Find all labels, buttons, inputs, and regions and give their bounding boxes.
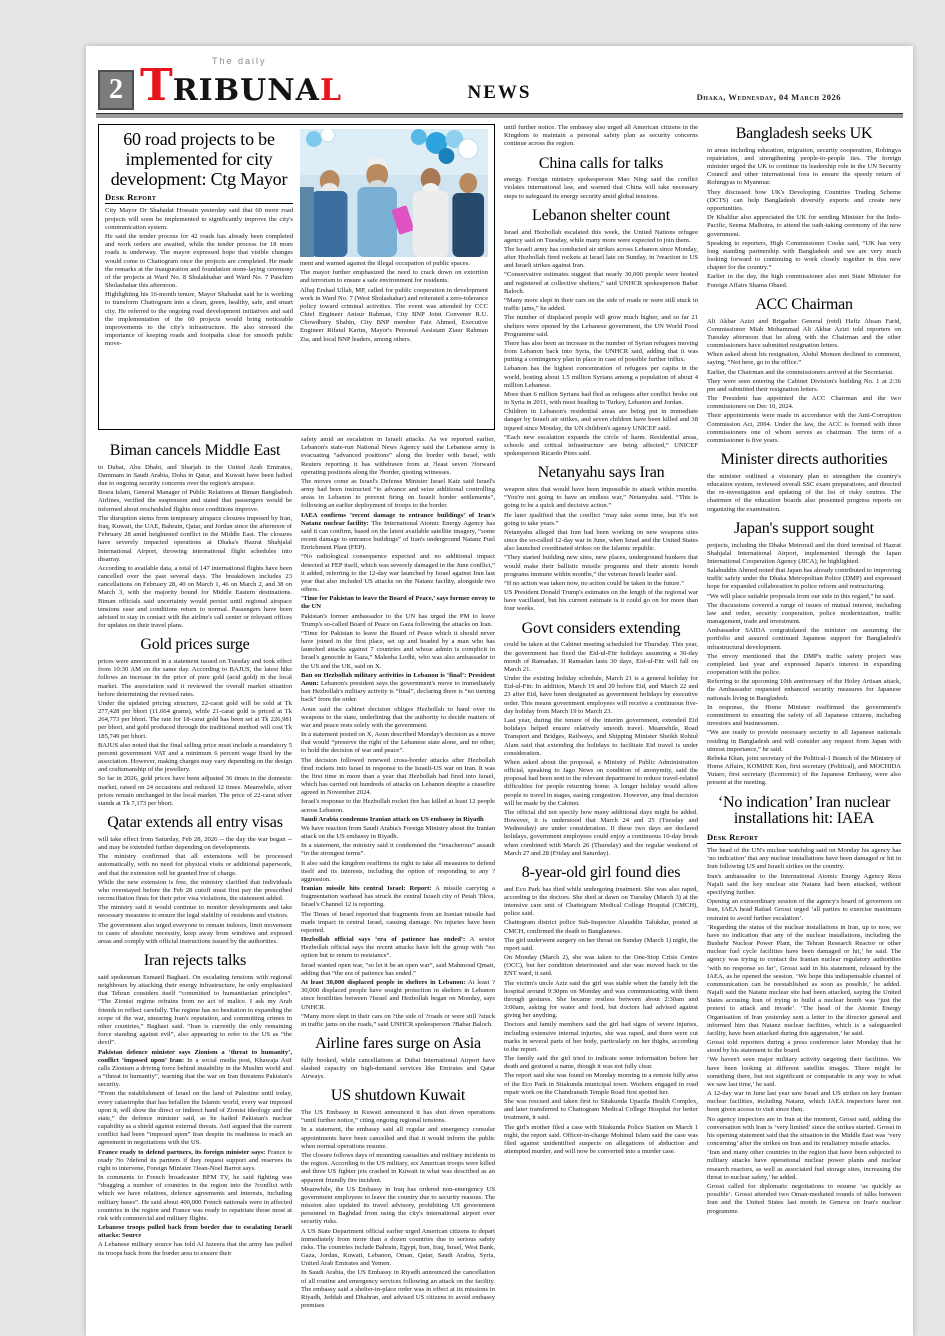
article-paragraph: IAEA confirms ‘recent damage to entrance buildings’ of Iran's Natanz nuclear facility: The International Atomic Energy Agency has said it can confirm, based on the latest available satellite imagery, “some recent damage to entrance buildings” of Iran's underground Natanz Fuel Enrichment Plant (FEP).	[301, 511, 496, 552]
article-paragraph: ment and warned against the illegal occupation of public spaces.	[300, 260, 470, 267]
article-paragraph: Referring to the upcoming 10th anniversary of the Holey Artisan attack, the Ambassador requested enhanced security measures for Japanese nationals living in Bangladesh.	[707, 678, 901, 702]
article-paragraph: The President has appointed the ACC Chairman and the two commissioners on Dec 10, 2024.	[707, 395, 901, 411]
article-paragraph: ‘Iran and many other countries in the region that have been subjected to military attacks have operational nuclear power plants and nuclear research reactors, as well as associated fuel storage sites, increasing the threat to nuclear safety,’ he added.	[707, 1149, 901, 1181]
article-paragraph: Speaking to reporters, High Commissioner Cooke said, “UK has very long standing partnership with Bangladesh and we are very much looking forward to continuing to work closely together in this new chapter for the country.”	[707, 239, 901, 272]
article-paragraph: Children in Lebanon's residential areas are being put in immediate danger by Israeli air strikes, and seven children have been killed and 38 injured since Monday, the UN children's agency UNICEF said.	[504, 408, 698, 432]
article-paragraph: Last year, during the tenure of the interim government, extended Eid holidays helped ensure relatively smooth travel. Meanwhile, Road Transport and Bridges, Railways, and Shipping Minister Sheikh Robiul Alam said that extending the holidays to facilitate Eid travel is under consideration.	[504, 716, 698, 757]
article-headline: 8-year-old girl found dies	[521, 863, 681, 881]
article-paragraph: weapon sites that would have been impossible to attack within months. “You're not going to have an endless war,” Netanyahu said. “This is going to be a quick and decisive action.”	[504, 486, 698, 510]
article-paragraph: “We are ready to provide necessary security to all Japanese nationals residing in Bangladesh and will consider any request from Japan with utmost importance,” he said.	[707, 729, 901, 753]
article-paragraph: The head of the UN's nuclear watchdog said on Monday his agency has ‘no indication’ that any nuclear installations have been damaged or hit in Iran following US and Israeli strikes on the country.	[707, 847, 901, 871]
article-paragraph: Israel's response to the Hezbollah rocket fire has killed at least 12 people across Lebanon.	[301, 798, 495, 814]
article-byline: Desk Report	[707, 832, 901, 844]
article-paragraph: The victim's uncle Aziz said the girl was stable when the family left the hospital around 9:30pm on Monday and was communicating with them through gestures. She became restless between about 2:30am and 3:00am, asking for water and food, but doctors had advised against giving her anything.	[504, 979, 698, 1020]
article-paragraph: There has also been an increase in the number of Syrian refugees moving from Lebanon back into Syria, the UNHCR said, adding that it was putting a contingency plan in place in case of possible further influx.	[504, 339, 698, 364]
article-paragraph: City Mayor Dr Shahadat Hossain yesterday said that 60 more road projects will soon be implemented to significantly improve the city's communication system.	[105, 207, 293, 231]
article-paragraph: energy. Foreign ministry spokesperson Mao Ning said the conflict violates international law, and warned that China will take necessary steps to safeguard its energy security amid global tensions.	[504, 176, 698, 200]
article-paragraph: So far in 2026, gold prices have been adjusted 36 times in the domestic market, raised on 24 occasions and reduced 12 times. Meanwhile, silver prices remain unchanged in the local market. The price of 22-carat silver stands at Tk 7,173 per bhori.	[98, 775, 292, 807]
article-paragraph: “Each new escalation expands the circle of harm. Residential areas, schools and critical infrastructure are being affected,” UNICEF spokesperson Ricardo Pires said.	[504, 433, 698, 458]
article-paragraph: While the new extension is free, the ministry clarified that individuals who overstayed before the Feb 28 cutoff must first pay the prescribed reconciliation fines for their prior visa violations, the statement added.	[98, 878, 292, 903]
article-headline: US shutdown Kuwait	[330, 1087, 466, 1105]
article-headline: Iran rejects talks	[143, 952, 247, 970]
article-paragraph: When asked about his resignation, Abdul Momen declined to comment, saying, “Not here, go to the office.”	[707, 351, 901, 367]
article-paragraph: In a statement, the embassy said all regular and emergency consular appointments have been cancelled and that it would inform the public when normal operations resume.	[301, 1126, 495, 1150]
article-paragraph: Iran's ambassador to the International Atomic Energy Agency Reza Najafi said the key nuclear site Natanz had been attacked, without specifying further.	[707, 872, 901, 896]
lead-article-byline: Desk Report	[105, 192, 293, 204]
article-paragraph: Alhaj Ershad Ullah, MP, called for public cooperation in development work in Ward No. 7 (West Sholashahar) and reiterated a zero-tolerance policy toward criminal activities. The event was attended by CCC Chief Engineer Anisur Rahman, City BNP Joint Convener R.U. Chowdhury Shahin, City BNP member Faiz Ahmed, Executive Engineer Rifatul Karim, Mayor's Personal Assistant Ziaur Rahman Zia, and local BNP leaders, among others.	[300, 286, 488, 343]
article-paragraph: Hezbollah official says ‘era of patience has ended’: A senior Hezbollah official says the recent attacks have left the group with “no option but to return to resistance”.	[301, 936, 495, 960]
lead-article-text-left	[105, 207, 293, 348]
lead-article-title: 60 road projects to be implemented for city development: Ctg Mayor	[110, 129, 288, 190]
article-paragraph: The US Embassy in Kuwait announced it has shut down operations “until further notice,” citing ongoing regional tensions.	[301, 1109, 495, 1125]
lead-article-left-column	[105, 129, 293, 425]
article-paragraph: to Dubai, Abu Dhabi, and Sharjah in the United Arab Emirates, Dammam in Saudi Arabia, Doha in Qatar, and Kuwait have been halted due to ongoing security concerns over the region's airspace.	[98, 463, 292, 488]
article-paragraph: They discussed how UK's Developing Countries Trading Scheme (DCTS) can help Bangladesh diversify exports and create new opportunities.	[707, 188, 901, 212]
article-paragraph: “No radiological consequence expected and no additional impact detected at FEP itself, which was severely damaged in the June conflict,” it added, referring to the 12-day war launched by Israel against Iran last year that also included US attacks on the Natanz facility, alongside two others.	[301, 553, 495, 594]
article-paragraph: The girl underwent surgery on her throat on Sunday (March 1) night, the report said.	[504, 936, 698, 952]
masthead-letter-last: L	[319, 73, 342, 108]
article-paragraph: Doctors and family members said the girl had signs of severe injuries, including extensive internal injuries, she was raped, and there were cut marks in several parts of her body, particularly on her thighs, according to the report.	[504, 1021, 698, 1053]
article-paragraph: “Many more slept in their cars on ?the side of ?roads or were still ?stuck in traffic jams on the roads,” said UNHCR spokesperson ?Babar Baloch.	[301, 1012, 495, 1028]
article-paragraph: According to available data, a total of 147 international flights have been cancelled over the past several days. The breakdown includes 23 cancellations on February 28, 40 on March 1, 46 on March 2, and 38 on March 3, with the majority bound for Middle Eastern destinations. Biman officials said uncertainty would persist until regional airspace tensions ease and conditions return to normal. Passengers have been advised to stay in contact with the airline's call center or relevant offices for updates on their travel plans.	[98, 564, 292, 630]
masthead-tagline: The daily	[212, 56, 267, 66]
article-headline: Minister directs authorities	[720, 451, 888, 469]
page-number: 2	[98, 70, 134, 110]
article-paragraph: could be taken at the Cabinet meeting scheduled for Thursday. This year, the government has fixed the Eid-ul-Fitr holidays assuming a 30-day month of Ramadan. If Ramadan lasts 30 days, Eid-ul-Fitr will fall on March 21.	[504, 641, 698, 673]
article-paragraph: projects, including the Dhaka Metrorail and the third terminal of Hazrat Shahjalal International Airport, implemented through the Japan International Cooperation Agency (JICA), he highlighted.	[707, 541, 901, 565]
article-paragraph: US President Donald Trump's estimates on the length of the regional war have vacillated, but his current estimate is it could go on for more than four weeks.	[504, 589, 698, 613]
article-headline: ‘No indication’ Iran nuclear installations hit: IAEA	[717, 793, 891, 828]
article-paragraph: No agency inspectors are in Iran at the moment, Grossi said, adding the conversation with Iran is ‘very limited’ since the strikes started. Grossi in his opening statement said that the situation in the Middle East was ‘very concerning’ after the strikes on Iran and its retaliatory missile attacks.	[707, 1115, 901, 1148]
article-paragraph: “If no action was taken now, no action could be taken in the future.”	[504, 579, 684, 587]
article-paragraph: prices were announced in a statement issued on Tuesday and took effect from 10:30 AM on the same day. According to BAJUS, the latest hike follows an increase in the price of pure gold (acid gold) in the local market. The association said it reviewed the overall market situation before determining the revised rates.	[98, 658, 292, 698]
article-paragraph: “Conservative estimates suggest that nearly 30,000 people were hosted and registered at collective shelters,” said UNHCR spokesperson Babar Baloch.	[504, 271, 698, 295]
article-paragraph: The decision followed renewed cross-border attacks after Hezbollah fired rockets into Israel in response to the Israeli-US war on Iran. It was the first time in more than a year that Hezbollah had fired into Israel, which has carried out hundreds of attacks on Lebanon despite a ceasefire agreed in November 2024.	[301, 756, 495, 797]
article-paragraph: and Eco Park has died while undergoing treatment. She was also raped, according to the doctors. She died at dawn on Tuesday (March 3) at the intensive care unit of Chattogram Medical College Hospital (CMCH), police said.	[504, 885, 698, 918]
lead-article-text-right	[300, 260, 488, 344]
event-photo	[300, 129, 488, 257]
article-paragraph: A 12-day war in June last year saw Israel and US strikes on key Iranian nuclear facilities, including Natanz, which IAEA inspectors have not been given access to visit since then.	[707, 1090, 901, 1114]
article-paragraph: We have reaction from Saudi Arabia's Foreign Ministry about the Iranian attack on the US embassy in Riyadh.	[301, 824, 495, 841]
article-paragraph: Netanyahu alleged that Iran had been working on new weapons sites since the so-called 12-day war in June, when Israel and the United States also launched coordinated strikes on the Islamic republic.	[504, 528, 698, 553]
article-paragraph: Iranian missile hits central Israel: Report: A missile carrying a fragmentation warhead has struck the central Israeli city of Petah Tikva, Israel's Channel 12 is reporting.	[301, 885, 495, 909]
article-paragraph: Highlighting his 16-month tenure, Mayor Shahadat said he is working to transform Chattogram into a clean, green, healthy, safe, and smart city. He referred to the ongoing road development initiatives and said the implementation of the 60 projects would bring noticeable improvements to the city's infrastructure. He also stressed the importance of keeping roads and footpaths clear for smooth public move-	[105, 291, 293, 348]
article-paragraph: The mayor further emphasized the need to crack down on extortion and terrorism to ensure a safe environment for residents.	[300, 269, 488, 285]
column-1	[98, 436, 292, 1311]
article-headline: Netanyahu says Iran	[537, 464, 665, 482]
article-paragraph: will take effect from Saturday, Feb 28, 2026 -- the day the war began -- and may be extended further depending on developments.	[98, 835, 292, 852]
article-paragraph: It also said the kingdom reaffirms its right to take all measures to defend itself and its interests, including the option of responding to any ?aggression.	[301, 859, 495, 883]
article-paragraph: Chattogram district police Sub-Inspector Alauddin Talukdar, posted at CMCH, confirmed the death to Banglanews.	[504, 919, 698, 935]
article-paragraph: The government also urged everyone to remain indoors, limit movement to cases of absolute necessity, keep away from windows and exposed areas and comply with official instructions issued by the authorities.	[98, 921, 292, 945]
article-paragraph: Pakistan defence minister says Zionism a ‘threat to humanity’, conflict ‘imposed upon’ Iran: In a social media post, Khawaja Asif calls Zionism a driving force behind instability in the Muslim world and a “threat to humanity”, warning that the war on Iran threatens Pakistan's security.	[98, 1048, 292, 1089]
article-paragraph: Under the updated pricing structure, 22-carat gold will be sold at Tk 277,428 per bhori (11.664 grams), while 21-carat gold is priced at Tk 264,773 per bhori. The rate for 18-carat gold has been set at Tk 226,981 per bhori, and gold produced through the traditional method will cost Tk 185,749 per bhori.	[98, 699, 292, 740]
article-paragraph: In a statement, the ministry said it condemned the “treacherous” assault “in the strongest terms”.	[301, 842, 495, 858]
article-headline: Gold prices surge	[140, 636, 250, 654]
article-headline: Bangladesh seeks UK	[735, 125, 873, 142]
masthead-letter-first: T	[140, 60, 173, 111]
article-headline: Biman cancels Middle East	[109, 442, 281, 459]
article-paragraph: “Many more slept in their cars on the side of roads or were still stuck in traffic jams,” he added.	[504, 297, 698, 313]
article-paragraph: Earlier in the day, the high commissioner also met State Minister for Foreign Affairs Shama Obaed.	[707, 273, 901, 289]
article-headline: Lebanon shelter count	[532, 206, 670, 224]
article-paragraph: In response, the Home Minister reaffirmed the government's commitment to ensuring the safety of all Japanese citizens, including investors and businessmen.	[707, 703, 901, 728]
masthead-letters-mid: RIBUNA	[172, 73, 320, 108]
article-paragraph: Israel wanted open war, “so let it be an open war”, said Mahmoud Qmati, adding that “the era of patience has ended.”	[301, 961, 495, 977]
article-paragraph: Dr Khalilur also appreciated the UK for sending Minister for the Indo-Pacific, Seema Malhotra, to attend the oath-taking ceremony of the new government.	[707, 214, 901, 238]
article-paragraph: The report said she was found on Monday morning in a remote hilly area of the Eco Park in Sitakunda municipal town. Workers engaged in road repair work on the Chandranath Temple Road first spotted her.	[504, 1072, 698, 1096]
article-paragraph: “We will place suitable proposals from our side in this regard,” he said.	[707, 592, 896, 600]
article-paragraph: He later qualified that the conflict “may take some time, but it's not going to take years.”	[504, 511, 698, 527]
article-paragraph: the minister outlined a visionary plan to strengthen the country's education system, reviewed overall SSC exam preparations, and directed the re-investigation and updating of the list of risky centres. The chairmen of the education boards also presented progress reports on organizing the examination.	[707, 472, 901, 513]
article-paragraph: “They started building new sites, new places, underground bunkers that would make their ballistic missile programs and their atomic bomb programs immune within months,” the veteran Israeli leader said.	[504, 554, 698, 578]
article-headline: China calls for talks	[538, 154, 664, 172]
article-paragraph: The moves come as Israel's Defense Minister Israel Katz said Israel's army had been instructed “to advance and seize additional controlling areas in Lebanon to prevent firing on Israeli border settlements”, following an earlier deployment of troops to the border.	[301, 477, 495, 510]
article-paragraph: ‘We haven't seen major military activity targeting their facilities. We have been looking at different satellite images. There might be something there, but not significant or comparable in any way to what we saw last time,’ he said.	[707, 1056, 901, 1088]
column-4	[707, 124, 901, 1311]
article-paragraph: The ministry confirmed that all extensions will be processed automatically, with no need for physical visits or additional paperwork, and that the extension will be granted free of charge.	[98, 853, 292, 877]
section-title: NEWS	[467, 82, 532, 103]
article-paragraph: She was rescued and taken first to Sitakunda Upazila Health Complex, and later transferred to Chattogram Medical College Hospital for better treatment, it said.	[504, 1098, 698, 1122]
article-paragraph: They were seen entering the Cabinet Division's building No. 1 at 2:36 pm and submitted their resignation letters.	[707, 377, 901, 393]
column-3	[504, 124, 698, 1311]
column-2	[301, 436, 495, 1311]
article-paragraph: The disruption stems from temporary airspace closures imposed by Iran, Iraq, Kuwait, the UAE, Bahrain, Qatar, and Jordan since the afternoon of February 28 amid heightened conflict in the Middle East. The closures have severely impacted operations at Dhaka's Hazrat Shahjalal International Airport, throwing international flight schedules into disarray.	[98, 514, 292, 563]
article-headline: Japan's support sought	[734, 519, 874, 537]
article-paragraph: The Times of Israel reported that fragments from an Iranian missile had made impact in central Israel, causing damage. No injuries have been reported.	[301, 910, 495, 934]
article-paragraph: The Israeli army has conducted air strikes across Lebanon since Monday, after Hezbollah fired rockets at Israel late on Sunday, in ?reaction to US and Israeli strikes against Iran.	[504, 245, 698, 270]
article-paragraph: fully booked, while cancellations at Dubai International Airport have slashed capacity on high-demand services like Emirates and Qatar Airways.	[301, 1056, 495, 1081]
article-paragraph: Meanwhile, the US Embassy in Iraq has ordered non-emergency US government employees to leave the country due to security reasons. The mission also updated its travel advisory, prohibiting US government personnel in Baghdad from using the city's international airport over security risks.	[301, 1185, 495, 1226]
article-paragraph: When asked about the proposal, a Ministry of Public Administration official, speaking to Jago News on condition of anonymity, said the proposal had been sent to the relevant department to reduce travel-related difficulties for people returning home. A longer holiday would allow people to travel in stages, easing congestion. However, any final decision will be made by the Cabinet.	[504, 758, 698, 807]
article-paragraph: The envoy mentioned that the DMP's traffic safety project was completed last year and expressed Japan's interest in expanding cooperation with the police.	[707, 652, 901, 677]
article-paragraph: in areas including education, migration, security cooperation, Rohingya repatriation, and strengthening people-to-people ties. The foreign minister urged the UK to continue its leadership role in the UN Security Council and other international fora to ensure the speedy return of Rohingyas to Myanmar.	[707, 146, 901, 187]
article-paragraph: The number of displaced people will grow much higher, and so far 21 shelters were opened by the Lebanese government, the UN World Food Programme said.	[504, 314, 698, 338]
article-paragraph: He said the tender process for 42 roads has already been completed and work orders are awaited, while the tender process for 18 more roads is underway. The mayor expressed hope that visible changes would come to Chattogram once the projects are completed. He made the remarks at the inauguration and foundation stone-laying ceremony of the projects at Ward No. 8 Shulakbahar and Ward No. 7 Paschim Sholashahar this afternoon.	[105, 232, 293, 290]
article-paragraph: Saudi Arabia condemns Iranian attack on US embassy in Riyadh	[301, 815, 484, 823]
article-paragraph: The girl's mother filed a case with Sitakunda Police Station on March 1 night, the report said. Officer-in-charge Mohinul Islam said the case was filed against unidentified suspects on allegations of abduction and attempted murder, and will now be converted into a murder case.	[504, 1123, 698, 1156]
article-paragraph: Ali Akbar Azizi and Brigadier General (retd) Hafiz Ahsan Farid, Commissioner Miah Mohammad Ali Akbar Azizi told reporters on Tuesday afternoon that he along with the Chairman and the other commissioners have submitted resignation letters.	[707, 317, 901, 350]
article-paragraph: The official did not specify how many additional days might be added. However, it is understood that March 24 and 25 (Tuesday and Wednesday) are under consideration. If these two days are declared holidays, government employees could enjoy a continuous 10-day break when combined with March 26 (Thursday) and the regular weekend of March 27 and 28 (Friday and Saturday).	[504, 808, 698, 857]
article-paragraph: Ban on Hezbollah military activities in Lebanon is ‘final’: President Aoun: Lebanon's president says the government's move to immediately ban Hezbollah's military activity is “final”, declaring there is “no turning back” from the order.	[301, 671, 495, 704]
article-paragraph: The family said the girl tried to indicate some information before her death and gestured a name, though it was not fully clear.	[504, 1055, 698, 1071]
article-paragraph: Rebeka Khan, joint secretary of the Political-1 Branch of the Ministry of Home Affairs, KOMINE Ken, first secretary (Political), and MOCHIDA Yutaro, first secretary (Economic) of the Japanese Embassy, were also present at the meeting.	[707, 754, 901, 787]
article-paragraph: France ready to defend partners, its foreign minister says: France is ready ?to ?defend its partners if they request support and reserves its right to intervene, Foreign Minister ?Jean-Noel Barrot says.	[98, 1148, 292, 1172]
article-paragraph: Israel and Hezbollah escalated this week, the United Nations refugee agency said on Tuesday, while many more were expected to join them.	[504, 228, 698, 244]
newspaper-page	[86, 46, 913, 1336]
article-paragraph: Earlier, the Chairman and the commissioners arrived at the Secretariat.	[707, 368, 894, 376]
article-paragraph: safety amid an escalation in Israeli attacks. As we reported earlier, Lebanon's state-run National News Agency said the Lebanese army is evacuating “advanced positions” along the border with Israel, with Reuters reporting it has withdrawn from at ?least seven ?forward operating positions along the ?border, quoting witnesses.	[301, 436, 495, 476]
article-headline: ACC Chairman	[755, 295, 853, 313]
article-paragraph: until further notice. The embassy also urged all American citizens in the Kingdom to maintain a personal safety plan as security concerns continue across the region.	[504, 124, 698, 148]
article-paragraph: Grossi called for diplomatic negotiations to resume ‘as quickly as possible’. Grossi attended two Oman-mediated rounds of talks between Iran and the United States last month in Geneva on Iran's nuclear programme.	[707, 1183, 901, 1215]
article-paragraph: Opening an extraordinary session of the agency's board of governors on Iran, IAEA head Rafael Grossi urged ‘all parties to exercise maximum restraint to avoid further escalation’.	[707, 898, 901, 922]
article-headline: Airline fares surge on Asia	[315, 1035, 481, 1053]
lead-article-right-column	[300, 129, 488, 425]
article-paragraph: Lebanese troops pulled back from border due to escalating Israeli attacks: Source	[98, 1224, 292, 1240]
article-paragraph: Under the existing holiday schedule, March 21 is a general holiday for Eid-ul-Fitr. In addition, March 19 and 20 before Eid, and March 22 and 23 after Eid, have been designated as government holidays by executive order. This means government employees will receive a continuous five-day holiday from March 19 to March 23.	[504, 675, 698, 715]
article-paragraph: BAJUS also noted that the final selling price must include a mandatory 5 percent government VAT and a minimum 6 percent wage fixed by the association. However, making charges may vary depending on the design and craftsmanship of the jewellery.	[98, 741, 292, 774]
article-paragraph: More than 6 million Syrians had fled as refugees after conflict broke out in Syria in 2011, with most heading to Turkey, Lebanon and Jordan.	[504, 390, 698, 407]
page-header	[96, 54, 903, 112]
article-paragraph: Pakistan's former ambassador to the UN has urged the PM to leave Trump's so-called Board of Peace on Gaza following the attacks on Iran.	[301, 612, 495, 628]
article-paragraph: At least 30,000 displaced people in shelters in Lebanon: At least ?30,000 displaced people have sought protection in shelters in Lebanon since hostilities between ?Israel and Hezbollah began on Monday, says UNHCR.	[301, 979, 495, 1011]
article-paragraph: The closure follows days of mounting casualties and military incidents in the region. According to the US military, six American troops were killed and three US fighter jets crashed in Kuwait in what was described as an apparent friendly fire incident.	[301, 1152, 495, 1184]
page-content	[96, 118, 903, 1311]
article-headline: Govt considers extending	[521, 619, 681, 637]
article-paragraph: Salahuddin Ahmed noted that Japan has already contributed to improving traffic safety under the Dhaka Metropolitan Police (DMP) and expressed hope for expanded collaboration in police reform and restructuring.	[707, 567, 901, 591]
article-paragraph: “Time for Pakistan to leave the Board of Peace which it should never have joined in the first place, set up and headed by a man who has launched attacks against 7 countries and whose admin is complicit in Israel's genocide in Gaza,” Maleeha Lodhi, who was also ambassador to the US and the UK, said on X.	[301, 629, 495, 670]
article-paragraph: Bosra Islam, General Manager of Public Relations at Biman Bangladesh Airlines, verified the suspension and stated that passengers would be informed about rescheduled flights once conditions improve.	[98, 489, 292, 513]
lead-article	[98, 124, 495, 430]
dateline: Dhaka, Wednesday, 04 March 2026	[696, 92, 841, 102]
article-paragraph: Grossi told reporters during a press conference later Monday that he stood by his statement to the board.	[707, 1039, 901, 1055]
article-paragraph: On Monday (March 2), she was taken to the One-Stop Crisis Centre (OCC), but her condition deteriorated and she was moved back to the ENT ward, it said.	[504, 954, 698, 978]
article-paragraph: ‘Regarding the status of the nuclear installations in Iran, up to now, we have no indication that any of the nuclear installations, including the Bushehr Nuclear Power Plant, the Tehran Research Reactor or other nuclear fuel cycle facilities have been damaged or hit,’ he said. The agency was trying to contact the Iranian nuclear regulatory authorities ‘with no response so far’, Grossi said in his statement, released by the IAEA, as he opened the session. ‘We hope this indispensable channel of communication can be reestablished as soon as possible,’ he added. Najafi said the Natanz nuclear site had been attacked, saying the United States accusing Iran of trying to build a nuclear bomb was ‘just the pretext to attack and invade’. ‘The head of the Atomic Energy Organisation of Iran yesterday sent a letter to the director general and informed him that Natanz nuclear facilities, which is a safeguarded facility, have been attacked during this aggression,’ he said.	[707, 923, 901, 1037]
article-headline: Qatar extends all entry visas	[107, 814, 283, 832]
article-paragraph: “From the establishment of Israel on the land of Palestine until today, every catastrophe that has befallen the Islamic world, every war imposed upon it, will show the direct or indirect hand of Zionist ideology and the state,” the defence minister said, as he hailed Pakistan's nuclear capability as a shield against external threats. Asif argued that the current conflict had been “imposed upon” Iran despite its readiness to reach an agreement in negotiations with the US.	[98, 1090, 292, 1147]
article-paragraph: The discussions covered a range of issues of mutual interest, including law and order, security cooperation, police modernization, traffic management, trade and investment.	[707, 601, 901, 626]
article-paragraph: In Saudi Arabia, the US Embassy in Riyadh announced the cancellation of all routine and emergency services following an attack on the facility. The embassy said a shelter-in-place order was in effect at its missions in Riyadh, Jeddah and Dhahran, and advised US citizens to avoid embassy premises	[301, 1269, 495, 1310]
article-paragraph: A Lebanese military source has told Al Jazeera that the army has pulled its troops back from the border area to ensure their	[98, 1241, 292, 1257]
article-paragraph: said spokesman Esmaeil Baghaei. On escalating tensions with regional neighbours by attacking their energy infrastructure, he only emphasised that Tehran considers itself “committed to humanitarian principles”. “The Zionist regime refrains from no act of malice. I ask my Arab friends to reflect carefully. The regime has no hesitation in expanding the scope of the war, smearing Iran's reputation, and committing crimes in other countries,” Baghaei said. “Iran is currently the only remaining force standing against evil”, also appearing to refer to the US as “the devil”.	[98, 973, 292, 1047]
article-paragraph: Aoun said the cabinet decision obliges Hezbollah to hand over its weapons to the state, underlining that the authority to decide matters of war and peace rests solely with the government.	[301, 705, 495, 729]
article-paragraph: In comments to French broadcaster BFM TV, he said fighting was “dragging a number of countries in the region into the ?conflict with which we have relations, defence agreements and interests, including military bases”. He said about 400,000 French nationals were in affected countries in the region and France was ready to repatriate those most at risk with commercial and military flights.	[98, 1174, 292, 1222]
article-paragraph: ‘Time for Pakistan to leave the Board of Peace,’ says former envoy to the UN	[301, 595, 495, 611]
article-paragraph: Their appointments were made in accordance with the Anti-Corruption Commission Act, 2004. Under the law, the ACC is formed with three commissioners one of whom serves as chairman. The term of a commissioner is five years.	[707, 412, 901, 444]
article-paragraph: Ambassador SAIDA congratulated the minister on assuming the portfolio and assured continued Japanese support for Bangladesh's infrastructural development.	[707, 627, 901, 651]
article-paragraph: Lebanon has the highest concentration of refugees per capita in the world, hosting about 1.5 million Syrians among a population of about 4 million Lebanese.	[504, 365, 698, 389]
article-paragraph: The ministry said it would continue to monitor developments and take necessary measures to ensure the legal stability of residents and visitors.	[98, 904, 292, 920]
article-paragraph: A US State Department official earlier urged American citizens to depart immediately from more than a dozen countries due to serious safety risks. The countries include Bahrain, Egypt, Iran, Iraq, Israel, West Bank, Gaza, Jordan, Kuwait, Lebanon, Oman, Qatar, Saudi Arabia, Syria, United Arab Emirates and Yemen.	[301, 1227, 495, 1268]
article-paragraph: In a statement posted on X, Aoun described Monday's decision as a move that would “preserve the right of the Lebanese state alone, and no other, to hold the decision of war and peace”.	[301, 731, 496, 755]
